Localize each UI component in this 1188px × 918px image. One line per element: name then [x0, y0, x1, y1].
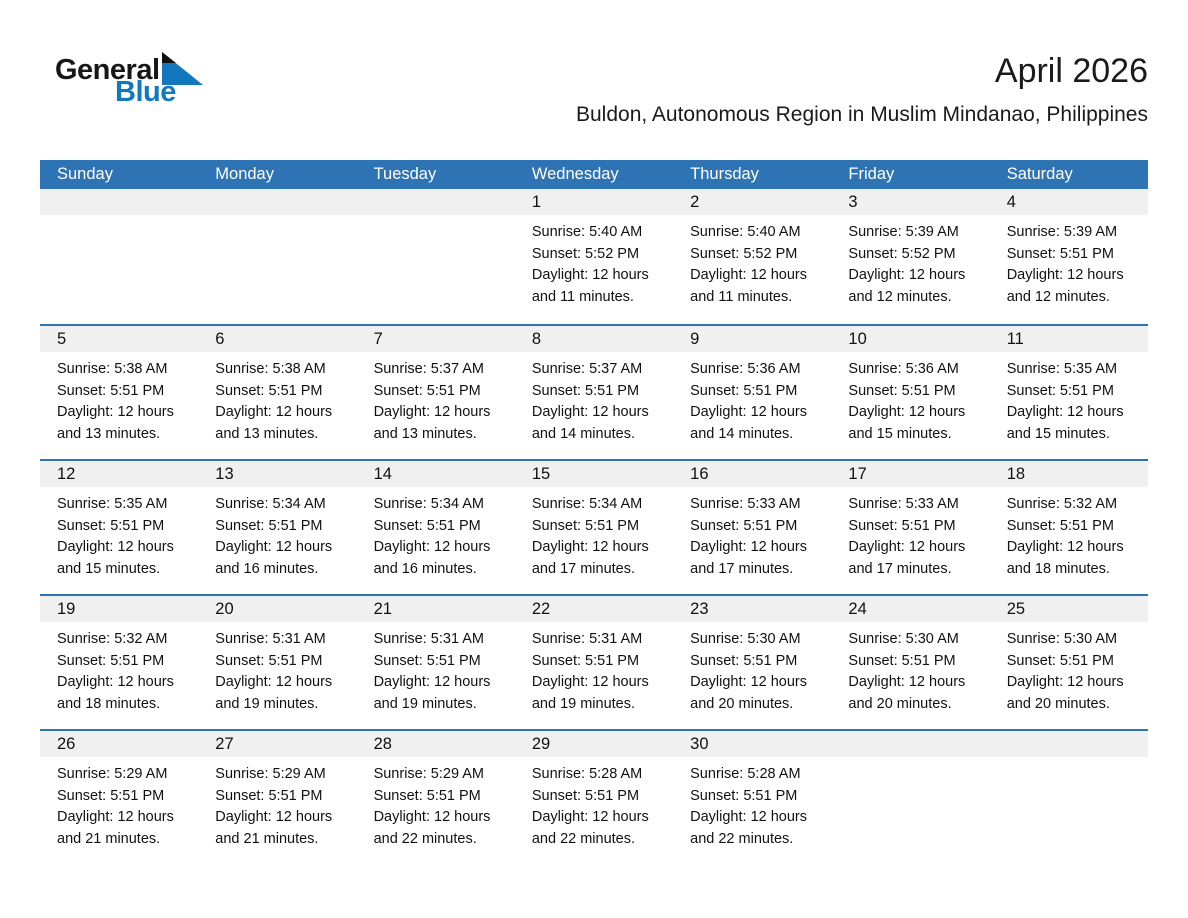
day-number: 17 [848, 464, 867, 483]
day-cell-29 [515, 731, 673, 864]
daylight-text: Daylight: 12 hours and 20 minutes. [848, 674, 966, 712]
weekday-thursday: Thursday [690, 165, 759, 183]
week-row-1 [40, 189, 1148, 324]
day-cell-20 [198, 596, 356, 729]
logo-text-general: General [55, 54, 160, 86]
general-blue-logo [55, 52, 203, 107]
sunrise-text: Sunrise: 5:37 AM [373, 361, 484, 377]
sunset-text: Sunset: 5:51 PM [215, 787, 323, 804]
sunset-text: Sunset: 5:51 PM [848, 517, 956, 534]
daylight-text: Daylight: 12 hours and 17 minutes. [531, 539, 649, 577]
sunset-text: Sunset: 5:52 PM [848, 245, 956, 262]
sunrise-text: Sunrise: 5:31 AM [531, 631, 643, 647]
sunset-text: Sunset: 5:52 PM [690, 245, 798, 262]
sunrise-text: Sunrise: 5:36 AM [848, 361, 959, 377]
calendar-table [40, 160, 1148, 864]
day-number: 16 [690, 464, 709, 483]
daylight-text: Daylight: 12 hours and 19 minutes. [215, 674, 333, 712]
daylight-text: Daylight: 12 hours and 15 minutes. [57, 539, 174, 577]
daylight-text: Daylight: 12 hours and 20 minutes. [1006, 674, 1124, 712]
sunset-text: Sunset: 5:51 PM [57, 382, 165, 399]
sunset-text: Sunset: 5:51 PM [373, 517, 481, 534]
daylight-text: Daylight: 12 hours and 11 minutes. [531, 267, 649, 305]
day-number: 19 [57, 599, 76, 618]
day-cell-12 [40, 461, 198, 594]
sunrise-text: Sunrise: 5:32 AM [57, 631, 168, 647]
sunrise-text: Sunrise: 5:28 AM [531, 766, 643, 782]
sunrise-text: Sunrise: 5:34 AM [373, 496, 484, 512]
weekday-sunday: Sunday [57, 165, 113, 183]
day-number: 3 [848, 192, 858, 211]
sunrise-text: Sunrise: 5:40 AM [690, 224, 801, 240]
sunrise-text: Sunrise: 5:28 AM [690, 766, 801, 782]
sunrise-text: Sunrise: 5:32 AM [1006, 496, 1118, 512]
day-cell-empty [198, 189, 356, 324]
daylight-text: Daylight: 12 hours and 13 minutes. [57, 404, 174, 442]
day-number: 8 [531, 329, 542, 348]
day-number: 6 [215, 329, 225, 348]
logo-text-blue: Blue [115, 76, 176, 108]
sunset-text: Sunset: 5:51 PM [848, 652, 956, 669]
sunrise-text: Sunrise: 5:29 AM [215, 766, 326, 782]
sunset-text: Sunset: 5:51 PM [531, 652, 640, 669]
sunset-text: Sunset: 5:52 PM [531, 245, 640, 262]
sunrise-text: Sunrise: 5:31 AM [373, 631, 484, 647]
daylight-text: Daylight: 12 hours and 18 minutes. [57, 674, 174, 712]
day-cell-24 [831, 596, 989, 729]
day-cell-22 [515, 596, 673, 729]
daylight-text: Daylight: 12 hours and 19 minutes. [373, 674, 491, 712]
sunrise-text: Sunrise: 5:30 AM [690, 631, 801, 647]
daylight-text: Daylight: 12 hours and 20 minutes. [690, 674, 808, 712]
month-title: April 2026 [994, 52, 1148, 90]
sunset-text: Sunset: 5:51 PM [531, 787, 640, 804]
sunset-text: Sunset: 5:51 PM [373, 652, 481, 669]
day-number: 30 [690, 734, 709, 753]
day-cell-11 [990, 326, 1148, 459]
daylight-text: Daylight: 12 hours and 17 minutes. [848, 539, 966, 577]
day-number: 21 [373, 599, 392, 618]
sunset-text: Sunset: 5:51 PM [1006, 517, 1114, 534]
day-number: 10 [848, 329, 867, 348]
daylight-text: Daylight: 12 hours and 14 minutes. [531, 404, 649, 442]
sunset-text: Sunset: 5:51 PM [1006, 382, 1114, 399]
sunrise-text: Sunrise: 5:29 AM [57, 766, 168, 782]
sunrise-text: Sunrise: 5:33 AM [690, 496, 801, 512]
day-number: 14 [373, 464, 392, 483]
day-number: 23 [690, 599, 709, 618]
day-number: 24 [848, 599, 867, 618]
day-cell-empty [40, 189, 198, 324]
day-number: 7 [373, 329, 383, 348]
day-number: 28 [373, 734, 392, 753]
sunset-text: Sunset: 5:51 PM [1006, 652, 1114, 669]
sunrise-text: Sunrise: 5:33 AM [848, 496, 959, 512]
day-cell-7 [357, 326, 515, 459]
week-row-3 [40, 459, 1148, 594]
sunset-text: Sunset: 5:51 PM [373, 382, 481, 399]
daylight-text: Daylight: 12 hours and 22 minutes. [690, 809, 808, 847]
daylight-text: Daylight: 12 hours and 14 minutes. [690, 404, 808, 442]
sunset-text: Sunset: 5:51 PM [215, 652, 323, 669]
sunrise-text: Sunrise: 5:34 AM [531, 496, 643, 512]
sunrise-text: Sunrise: 5:34 AM [215, 496, 326, 512]
day-cell-empty [357, 189, 515, 324]
sunset-text: Sunset: 5:51 PM [848, 382, 956, 399]
daylight-text: Daylight: 12 hours and 15 minutes. [1006, 404, 1124, 442]
sunrise-text: Sunrise: 5:30 AM [848, 631, 959, 647]
daylight-text: Daylight: 12 hours and 17 minutes. [690, 539, 808, 577]
week-row-2 [40, 324, 1148, 459]
day-cell-13 [198, 461, 356, 594]
sunrise-text: Sunrise: 5:35 AM [57, 496, 168, 512]
day-cell-28 [357, 731, 515, 864]
sunrise-text: Sunrise: 5:31 AM [215, 631, 326, 647]
sunset-text: Sunset: 5:51 PM [373, 787, 481, 804]
day-number: 9 [690, 329, 700, 348]
day-number: 4 [1006, 192, 1016, 211]
weekday-wednesday: Wednesday [531, 165, 619, 183]
day-number: 13 [215, 464, 234, 483]
day-number: 18 [1006, 464, 1026, 483]
day-cell-3 [831, 189, 989, 324]
day-cell-15 [515, 461, 673, 594]
page-header [0, 0, 1188, 160]
week-row-4 [40, 594, 1148, 729]
day-cell-10 [831, 326, 989, 459]
sunset-text: Sunset: 5:51 PM [690, 517, 798, 534]
daylight-text: Daylight: 12 hours and 18 minutes. [1006, 539, 1124, 577]
day-cell-8 [515, 326, 673, 459]
weekday-monday: Monday [215, 165, 274, 183]
sunrise-text: Sunrise: 5:39 AM [1006, 224, 1118, 240]
day-number: 5 [57, 329, 67, 348]
sunset-text: Sunset: 5:51 PM [531, 517, 640, 534]
daylight-text: Daylight: 12 hours and 16 minutes. [373, 539, 491, 577]
week-row-5 [40, 729, 1148, 864]
sunset-text: Sunset: 5:51 PM [57, 787, 165, 804]
sunrise-text: Sunrise: 5:36 AM [690, 361, 801, 377]
day-number: 27 [215, 734, 234, 753]
day-number: 25 [1006, 599, 1026, 618]
day-cell-6 [198, 326, 356, 459]
day-number: 26 [57, 734, 76, 753]
daylight-text: Daylight: 12 hours and 22 minutes. [531, 809, 649, 847]
day-cell-26 [40, 731, 198, 864]
day-number: 29 [531, 734, 551, 753]
sunrise-text: Sunrise: 5:29 AM [373, 766, 484, 782]
location-subtitle: Buldon, Autonomous Region in Muslim Mindanao, Philippines [575, 103, 1148, 126]
day-cell-5 [40, 326, 198, 459]
sunrise-text: Sunrise: 5:37 AM [531, 361, 643, 377]
daylight-text: Daylight: 12 hours and 15 minutes. [848, 404, 966, 442]
sunset-text: Sunset: 5:51 PM [690, 787, 798, 804]
day-number: 2 [690, 192, 700, 211]
sunrise-text: Sunrise: 5:38 AM [57, 361, 168, 377]
sunrise-text: Sunrise: 5:38 AM [215, 361, 326, 377]
day-cell-16 [673, 461, 831, 594]
daylight-text: Daylight: 12 hours and 16 minutes. [215, 539, 333, 577]
weekday-tuesday: Tuesday [373, 165, 437, 183]
daylight-text: Daylight: 12 hours and 11 minutes. [690, 267, 808, 305]
day-cell-14 [357, 461, 515, 594]
sunset-text: Sunset: 5:51 PM [531, 382, 640, 399]
day-cell-19 [40, 596, 198, 729]
daylight-text: Daylight: 12 hours and 12 minutes. [848, 267, 966, 305]
day-cell-1 [515, 189, 673, 324]
daylight-text: Daylight: 12 hours and 13 minutes. [373, 404, 491, 442]
sunset-text: Sunset: 5:51 PM [215, 517, 323, 534]
sunset-text: Sunset: 5:51 PM [1006, 245, 1114, 262]
sunset-text: Sunset: 5:51 PM [690, 382, 798, 399]
day-cell-23 [673, 596, 831, 729]
weekday-header-row [40, 160, 1148, 189]
daylight-text: Daylight: 12 hours and 22 minutes. [373, 809, 491, 847]
day-cell-17 [831, 461, 989, 594]
sunset-text: Sunset: 5:51 PM [57, 517, 165, 534]
day-cell-2 [673, 189, 831, 324]
daylight-text: Daylight: 12 hours and 21 minutes. [57, 809, 174, 847]
sunrise-text: Sunrise: 5:30 AM [1006, 631, 1118, 647]
day-cell-27 [198, 731, 356, 864]
day-number: 22 [531, 599, 551, 618]
sunset-text: Sunset: 5:51 PM [690, 652, 798, 669]
day-cell-30 [673, 731, 831, 864]
daylight-text: Daylight: 12 hours and 21 minutes. [215, 809, 333, 847]
daylight-text: Daylight: 12 hours and 19 minutes. [531, 674, 649, 712]
sunset-text: Sunset: 5:51 PM [215, 382, 323, 399]
day-cell-25 [990, 596, 1148, 729]
day-number: 12 [57, 464, 76, 483]
day-number: 15 [531, 464, 551, 483]
sunrise-text: Sunrise: 5:35 AM [1006, 361, 1118, 377]
day-cell-empty [831, 731, 989, 864]
daylight-text: Daylight: 12 hours and 12 minutes. [1006, 267, 1124, 305]
day-cell-18 [990, 461, 1148, 594]
day-cell-4 [990, 189, 1148, 324]
day-number: 1 [531, 192, 542, 211]
weekday-saturday: Saturday [1006, 165, 1073, 183]
day-cell-21 [357, 596, 515, 729]
sunrise-text: Sunrise: 5:40 AM [531, 224, 643, 240]
weekday-friday: Friday [848, 165, 895, 183]
day-cell-9 [673, 326, 831, 459]
day-number: 20 [215, 599, 234, 618]
daylight-text: Daylight: 12 hours and 13 minutes. [215, 404, 333, 442]
day-number: 11 [1006, 329, 1024, 348]
sunset-text: Sunset: 5:51 PM [57, 652, 165, 669]
day-cell-empty [990, 731, 1148, 864]
sunrise-text: Sunrise: 5:39 AM [848, 224, 959, 240]
